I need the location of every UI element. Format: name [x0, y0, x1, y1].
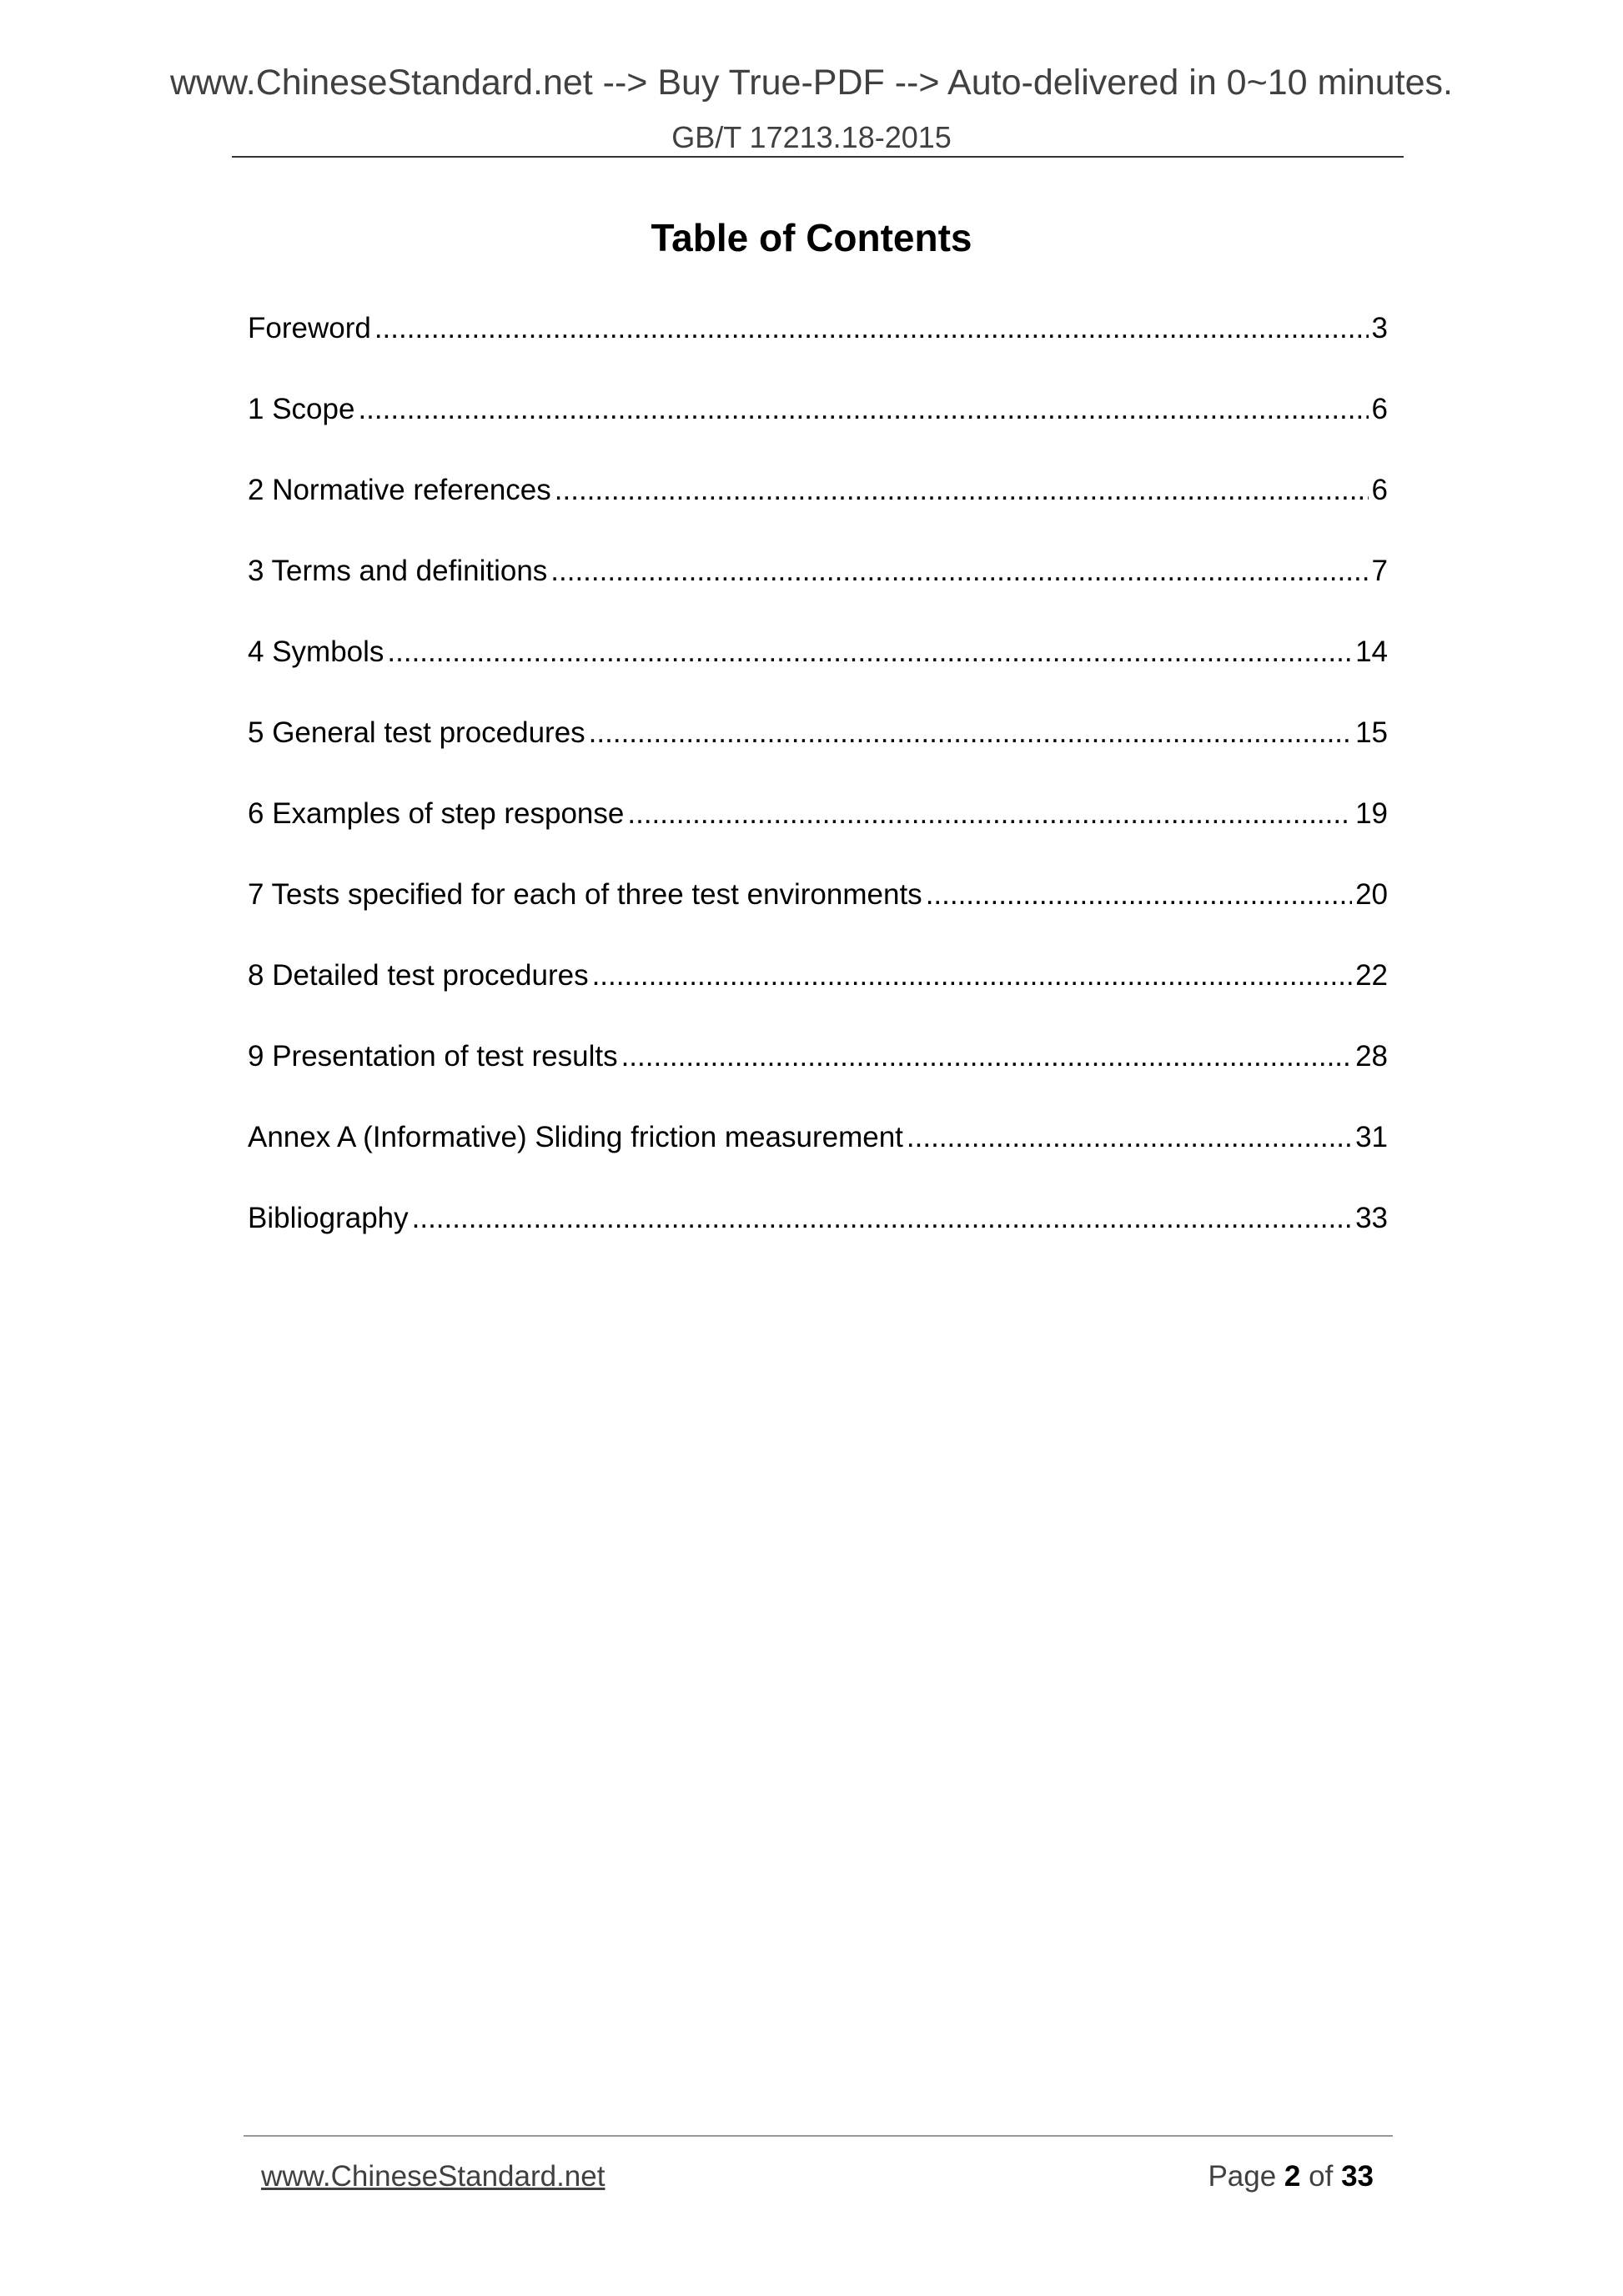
toc-entry-page: 3 — [1371, 312, 1388, 344]
toc-entry-page: 33 — [1355, 1202, 1388, 1234]
toc-entry-page: 15 — [1355, 716, 1388, 749]
toc-dot-leader — [387, 637, 1352, 666]
toc-entry-label: Annex A (Informative) Sliding friction measurement — [248, 1121, 903, 1153]
toc-entry-page: 6 — [1371, 474, 1388, 506]
toc-entry-label: 6 Examples of step response — [248, 797, 625, 830]
toc-entry-label: 4 Symbols — [248, 636, 384, 668]
toc-dot-leader — [412, 1203, 1352, 1233]
toc-entry-general-test-procedures[interactable] — [248, 718, 1388, 799]
toc-dot-leader — [555, 475, 1369, 505]
toc-entry-foreword[interactable] — [248, 314, 1388, 394]
toc-dot-leader — [589, 718, 1352, 747]
toc-entry-page: 19 — [1355, 797, 1388, 830]
toc-entry-page: 6 — [1371, 393, 1388, 425]
toc-entry-normative-references[interactable] — [248, 475, 1388, 556]
toc-dot-leader — [592, 961, 1352, 990]
toc-entry-presentation-of-test-results[interactable] — [248, 1042, 1388, 1123]
toc-dot-leader — [621, 1042, 1352, 1071]
toc-dot-leader — [627, 799, 1352, 828]
toc-entry-terms-and-definitions[interactable] — [248, 556, 1388, 637]
toc-entry-page: 22 — [1355, 959, 1388, 992]
toc-entry-scope[interactable] — [248, 394, 1388, 475]
toc-entry-label: 3 Terms and definitions — [248, 555, 548, 587]
toc-entry-label: 5 General test procedures — [248, 716, 585, 749]
page-of: of — [1309, 2160, 1334, 2193]
standard-number: GB/T 17213.18-2015 — [671, 120, 952, 154]
page-number — [1208, 2162, 1374, 2191]
toc-dot-leader — [550, 556, 1368, 585]
toc-entry-label: 8 Detailed test procedures — [248, 959, 589, 992]
toc-entry-symbols[interactable] — [248, 637, 1388, 718]
toc-entry-examples-of-step-response[interactable] — [248, 799, 1388, 880]
toc-title: Table of Contents — [651, 216, 972, 259]
toc-dot-leader — [374, 314, 1369, 343]
toc-entry-label: Bibliography — [248, 1202, 409, 1234]
toc-entry-label: 2 Normative references — [248, 474, 551, 506]
toc-dot-leader — [358, 394, 1368, 424]
toc-dot-leader — [926, 880, 1352, 909]
footer-divider — [244, 2135, 1393, 2137]
header-divider — [232, 156, 1404, 158]
toc-entry-label: Foreword — [248, 312, 371, 344]
toc-entry-tests-specified[interactable] — [248, 880, 1388, 961]
toc-entry-bibliography[interactable] — [248, 1203, 1388, 1284]
total-pages: 33 — [1341, 2160, 1374, 2193]
toc-entry-page: 7 — [1371, 555, 1388, 587]
current-page: 2 — [1284, 2160, 1301, 2193]
toc-entry-label: 1 Scope — [248, 393, 355, 425]
toc-entry-label: 9 Presentation of test results — [248, 1040, 618, 1073]
toc-entry-annex-a[interactable] — [248, 1123, 1388, 1203]
header-banner: www.ChineseStandard.net --> Buy True-PDF --> Auto-delivered in 0~10 minutes. — [169, 63, 1453, 103]
toc-entry-label: 7 Tests specified for each of three test environments — [248, 878, 922, 911]
page-prefix: Page — [1208, 2160, 1277, 2193]
toc-entry-page: 14 — [1355, 636, 1388, 668]
toc-list — [248, 314, 1388, 1284]
toc-entry-detailed-test-procedures[interactable] — [248, 961, 1388, 1042]
toc-entry-page: 31 — [1355, 1121, 1388, 1153]
footer-site-link[interactable]: www.ChineseStandard.net — [261, 2160, 605, 2193]
toc-dot-leader — [907, 1123, 1352, 1152]
toc-entry-page: 20 — [1355, 878, 1388, 911]
toc-entry-page: 28 — [1355, 1040, 1388, 1073]
